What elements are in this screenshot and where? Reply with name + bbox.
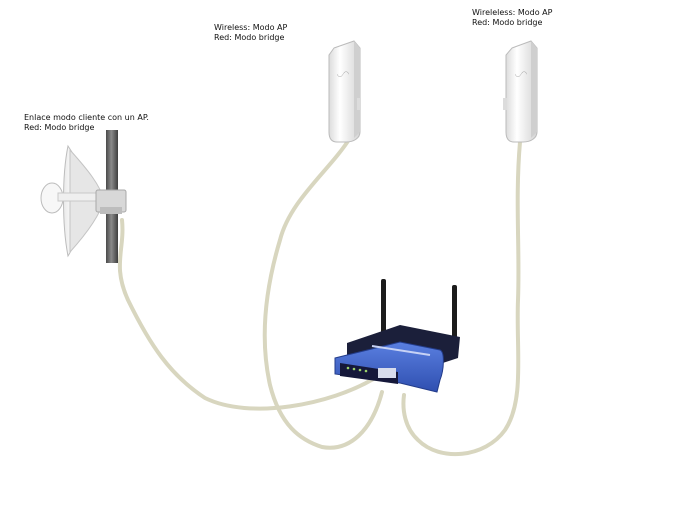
mount-clamp <box>100 207 122 214</box>
ap-left-clip <box>357 98 361 110</box>
ap-left-label-line1: Wireless: Modo AP <box>214 23 288 32</box>
router <box>335 279 460 392</box>
cable-client-to-router <box>120 220 375 409</box>
access-point-left <box>329 41 361 142</box>
ap-left-side <box>354 41 360 138</box>
ap-right-label-line1: Wireleless: Modo AP <box>472 8 553 17</box>
client-dish-label <box>24 113 149 133</box>
ap-right-logo: ◡◠ <box>514 70 528 78</box>
ap-right-label-line2: Red: Modo bridge <box>472 18 543 27</box>
dish-arm <box>58 193 98 201</box>
cables <box>120 138 520 454</box>
ap-left-label <box>214 23 287 43</box>
cable-ap-right-to-router <box>403 142 520 454</box>
client-dish-label-line2: Red: Modo bridge <box>24 123 95 132</box>
access-point-right <box>503 41 537 142</box>
router-badge <box>378 368 396 378</box>
ap-left-label-line2: Red: Modo bridge <box>214 33 285 42</box>
ap-right-side <box>531 41 537 138</box>
router-antenna-left <box>381 279 386 339</box>
ap-left-logo: ◡◠ <box>336 70 350 78</box>
client-dish-antenna <box>41 130 126 263</box>
ap-right-clip <box>503 98 507 110</box>
client-dish-label-line1: Enlace modo cliente con un AP. <box>24 113 149 122</box>
ap-right-label <box>472 8 552 28</box>
